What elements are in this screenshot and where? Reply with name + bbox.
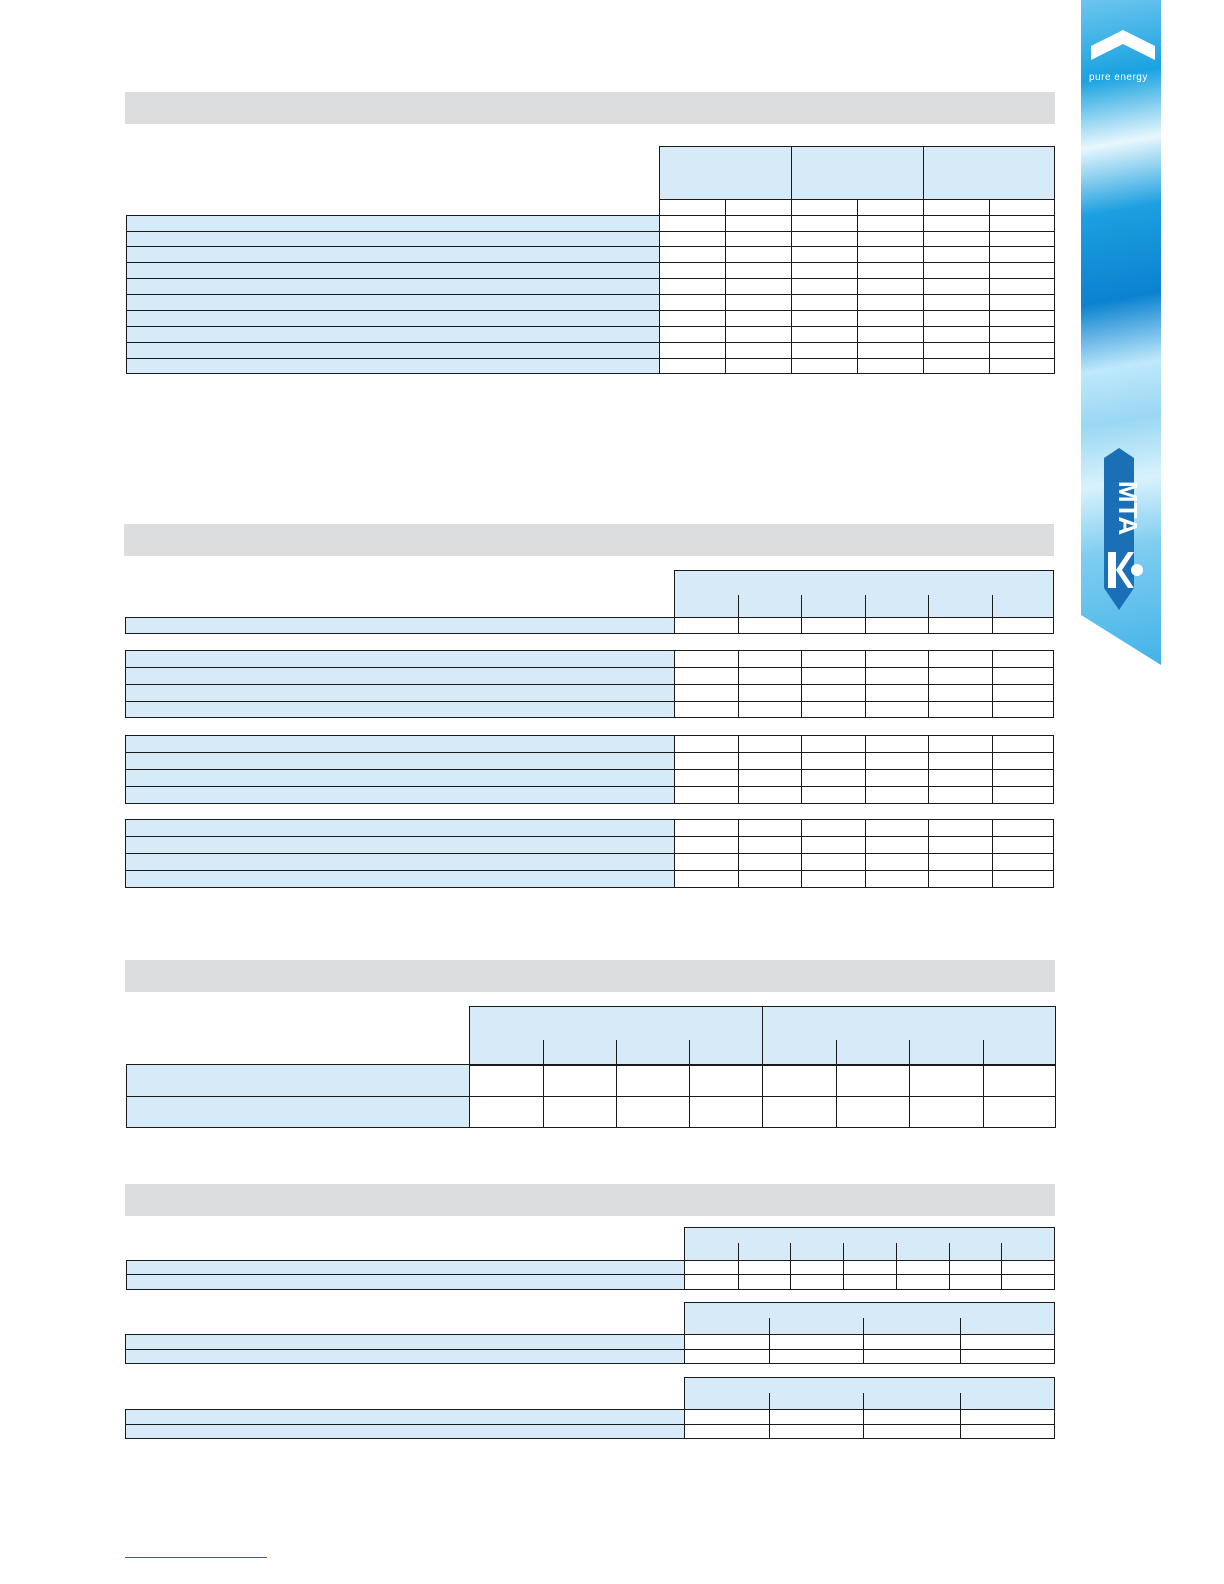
table-row (126, 326, 1055, 327)
table-header-tick (543, 1040, 544, 1065)
table-2-label-column (126, 618, 674, 633)
table-header-tick (769, 1318, 770, 1334)
table-column (992, 650, 993, 718)
table-column (857, 199, 858, 374)
table-header-tick (801, 595, 802, 617)
table-column (790, 1260, 791, 1290)
table-column (865, 819, 866, 888)
table-header-tick (738, 1243, 739, 1260)
table-1-header-group (659, 146, 792, 200)
table-row (126, 294, 1055, 295)
table-row (125, 1424, 1055, 1425)
table-column (909, 1064, 910, 1128)
table-column (769, 1334, 770, 1364)
table-row (125, 836, 1054, 837)
chevron-logo-icon (1089, 30, 1157, 64)
table-header-tick (843, 1243, 844, 1260)
table-column (791, 199, 792, 374)
table-row (126, 342, 1055, 343)
table-row (125, 769, 1054, 770)
table-column (659, 215, 660, 374)
table-column (843, 1260, 844, 1290)
table-row (125, 786, 1054, 787)
table-column (960, 1334, 961, 1364)
table-1-header-group (791, 146, 924, 200)
table-column (949, 1260, 950, 1290)
table-header-tick (1001, 1243, 1002, 1260)
table-column (928, 617, 929, 634)
section-bar-4 (125, 1184, 1055, 1216)
table-row (126, 310, 1055, 311)
table-header-tick (790, 1243, 791, 1260)
table-row (126, 358, 1055, 359)
table-header-tick (689, 1040, 690, 1065)
table-row (126, 1274, 1055, 1275)
table-column (738, 650, 739, 718)
table-column (801, 617, 802, 634)
mta-logo-icon (1092, 448, 1146, 613)
table-column (738, 735, 739, 804)
table-column (762, 1064, 763, 1128)
table-column (674, 617, 675, 634)
table-header-tick (738, 595, 739, 617)
table-column (801, 735, 802, 804)
table-1-header-group (923, 146, 1055, 200)
table-header-tick (983, 1040, 984, 1065)
table-column (992, 819, 993, 888)
table-column (836, 1064, 837, 1128)
table-column (769, 1409, 770, 1439)
table-column (738, 1260, 739, 1290)
table-column (725, 199, 726, 374)
table-row (126, 231, 1055, 232)
table-row (125, 1349, 1055, 1350)
table-row (125, 752, 1054, 753)
table-column (738, 617, 739, 634)
mta-logo-text: MTA (1113, 480, 1143, 536)
table-column (928, 650, 929, 718)
table-column (801, 819, 802, 888)
section-bar-1 (125, 92, 1055, 124)
table-column (674, 735, 675, 804)
table-header-tick (896, 1243, 897, 1260)
table-row (125, 870, 1054, 871)
table-header-tick (949, 1243, 950, 1260)
table-header-tick (863, 1318, 864, 1334)
table-4b-header (684, 1302, 1055, 1335)
table-row (126, 1096, 1056, 1097)
table-column (896, 1260, 897, 1290)
table-column (989, 199, 990, 374)
table-column (928, 819, 929, 888)
table-header-tick (865, 595, 866, 617)
table-column (684, 1409, 685, 1439)
table-column (684, 1260, 685, 1290)
brand-tagline: pure energy (1089, 72, 1148, 83)
table-column (616, 1064, 617, 1128)
table-column (992, 735, 993, 804)
table-row (126, 262, 1055, 263)
table-column (674, 819, 675, 888)
table-header-tick (616, 1040, 617, 1065)
table-column (928, 735, 929, 804)
table-column (543, 1064, 544, 1128)
table-column (674, 650, 675, 718)
table-4a-label-column (127, 1261, 684, 1289)
table-row (125, 667, 1054, 668)
section-bar-2 (124, 524, 1054, 556)
table-header-tick (960, 1318, 961, 1334)
table-header-tick (909, 1040, 910, 1065)
table-column (863, 1334, 864, 1364)
table-row (126, 278, 1055, 279)
table-column (801, 650, 802, 718)
table-column (865, 735, 866, 804)
table-row (125, 701, 1054, 702)
section-bar-3 (125, 960, 1055, 992)
table-column (960, 1409, 961, 1439)
table-header-tick (836, 1040, 837, 1065)
table-column (865, 650, 866, 718)
table-column (469, 1064, 470, 1128)
table-header-tick (863, 1393, 864, 1409)
footer-rule (125, 1557, 267, 1558)
table-column (738, 819, 739, 888)
table-column (684, 1334, 685, 1364)
table-header-tick (769, 1393, 770, 1409)
table-header-tick (928, 595, 929, 617)
table-2-header (674, 570, 1054, 618)
table-column (865, 617, 866, 634)
table-row (126, 246, 1055, 247)
table-column (1001, 1260, 1002, 1290)
table-header-tick (960, 1393, 961, 1409)
table-column (689, 1064, 690, 1128)
table-column (983, 1064, 984, 1128)
table-column (923, 199, 924, 374)
table-column (863, 1409, 864, 1439)
table-column (992, 617, 993, 634)
table-row (125, 684, 1054, 685)
table-4c-header (684, 1377, 1055, 1410)
table-4a-header (684, 1227, 1055, 1261)
table-header-tick (992, 595, 993, 617)
table-row (125, 853, 1054, 854)
